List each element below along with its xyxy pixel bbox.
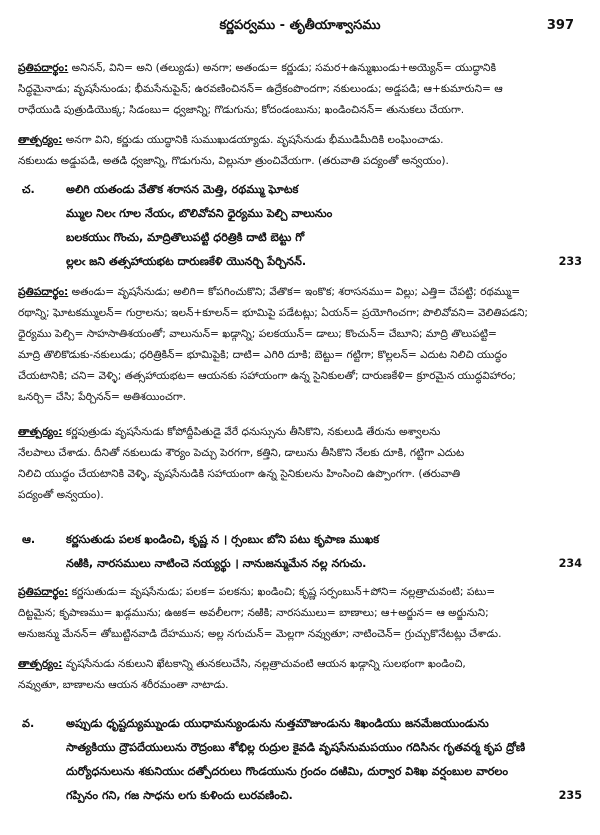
verse-block: [18, 528, 584, 576]
verse-number: 235: [558, 789, 582, 802]
section-label: ప్రతిపదార్థం:: [18, 62, 69, 74]
text-line: పద్యంతో అన్వయం).: [18, 489, 104, 501]
text-line: కర్ణపుత్రుడు వృషసేనుడు కోపోద్దీపితుడై వేరే ధనుస్సును తీసికొని, నకులుడి తేరును అశ్వాలను: [62, 426, 441, 438]
page-number: 397: [546, 18, 574, 33]
text-line: మాద్రి తొలికొడుకు-నకులుడు; ధరిత్రికిన్= భూమిపైకి; దాటి= ఎగిరి దూకి; బెట్టు= గట్టిగా; కొల్లలన్= ఎదుట నిలిచి యుద్ధం: [18, 349, 508, 361]
pratipadartham-block: [18, 282, 584, 408]
text-line: వృషసేనుడు నకులుని ఖేటకాన్ని తునకలుచేసి, నల్లత్రాచువంటి ఆయన ఖడ్గాన్ని సులభంగా ఖండించి,: [62, 658, 466, 670]
text-line: సిద్ధమైనాడు; వృషసేనుండు; భీమసేనుపైన్; ఉరవణించినన్= ఉద్రేకంపొందగా; నకులుండు; అడ్డపడి; ఆ+కుమారుని= ఆ: [18, 83, 503, 95]
tatparyam-block: [18, 654, 584, 696]
verse-number: 233: [558, 255, 582, 268]
text-line: దిట్టమైన; కృపాణము= ఖడ్గమును; ఉఱక= అవలీలగా; నఱికి; నారసములు= బాణాలు; ఆ+అర్జున= ఆ అర్జునుని;: [18, 607, 489, 619]
section-label: తాత్పర్యం:: [18, 426, 63, 438]
tatparyam-block: [18, 130, 584, 172]
text-line: అనగా విని, కర్ణుడు యుద్ధానికి సుముఖుడయ్యాడు. వృషసేనుడు భీముడిమీదికి లంఘించాడు.: [62, 134, 444, 146]
pratipadartham-block: [18, 582, 584, 645]
text-line: చేయటానికి; చని= వెళ్ళి; తత్సహాయభట= ఆయనకు సహాయంగా ఉన్న సైనికులతో; దారుణకేళి= క్రూరమైన యుద్ధవిహారం;: [18, 370, 516, 382]
section-label: తాత్పర్యం:: [18, 658, 63, 670]
verse-line: దుర్యోధనులును శకునియుఁ దత్పోదరులు గొండయును గ్రందం దఱిమి, దుర్వార విశిఖ వర్షంబుల వారలం: [66, 765, 509, 778]
text-line: నవ్వుతూ, బాణాలను ఆయన శరీరమంతా నాటాడు.: [18, 679, 229, 691]
text-line: ధైర్యము పెల్చి= సాహసాతిశయంతో; వాలునున్= ఖడ్గాన్ని; పలకయున్= డాలు; కొంచున్= చేబూని; మాద్రి తొలుపట్టి=: [18, 328, 497, 340]
pratipadartham-block: [18, 58, 584, 121]
text-line: రథాన్ని; ఘోటకమ్ములన్= గుర్రాలను; ఇలన్+కూలన్= భూమిపై పడేటట్లు; ఏయన్= ప్రయోగించగా; పొలివోవని= వెలితిపడని;: [18, 307, 528, 319]
text-line: అనుజన్ము మేనన్= తోబుట్టినవాడి దేహమున; అల్ల నగుచున్= మెల్లగా నవ్వుతూ; నాటించెన్= గ్రుచ్చుకొనేటట్లు చేశాడు.: [18, 628, 502, 640]
verse-line: కర్ణసుతుడు పలక ఖండించి, కృష్ణ న । ర్సంబుఁ బోని పటు కృపాణ ముఖక: [66, 533, 380, 546]
verse-line: బలకయుఁ గొంచు, మాద్రితొలుపట్టి ధరిత్రికి దాటి బెట్టు గో: [66, 231, 305, 244]
verse-line: సాత్యకియు ద్రౌపదేయులును రౌద్రంబు శోభిల్ల రుద్రుల కైవడి వృషసేనుమపయుం గదిసినఁ గృతవర్మ కృప ద్రోణి: [66, 741, 526, 754]
section-label: తాత్పర్యం:: [18, 134, 63, 146]
verse-block: [18, 178, 584, 274]
verse-line: అలిగి యతండు వేతొక శరాసన మెత్తి, రథమ్ము ఘోటక: [66, 183, 299, 196]
text-line: అతండు= వృషసేనుడు; అలిగి= కోపగించుకొని; వేతొక= ఇంకొక; శరాసనము= విల్లు; ఎత్తి= చేపట్టి; రథమ్ము=: [68, 286, 521, 298]
tatparyam-block: [18, 422, 584, 506]
text-line: నేలపాలు చేశాడు. దీనితో నకులుడు శౌర్యం పెచ్చు పెరగగా, కత్తిని, డాలును తీసికొని నేలకు దూకి, గట్టిగా ఎదుట: [18, 447, 465, 459]
section-label: ప్రతిపదార్థం:: [18, 586, 69, 598]
running-header: [0, 18, 600, 40]
verse-line: మ్ముల నిలఁ గూల నేయఁ, బొలివోవని ధైర్యము పెల్చి వాలునుం: [66, 207, 333, 220]
text-line: నకులుడు అడ్డుపడి, అతడి ధ్వజాన్ని, గొడుగును, విల్లునూ త్రుంచివేయగా. (తరువాతి పద్యంతో అన్వయం).: [18, 155, 449, 167]
verse-line: ల్లలఁ జని తత్సహాయభట దారుణకేళి యొనర్చి పేర్చినన్.: [66, 255, 307, 268]
text-line: అనినన్, విని= అని (తల్యుడు) అనగా; అతండు= కర్ణుడు; సమర+ఉన్ముఖుండు+అయ్యెన్= యుద్ధానికి: [68, 62, 497, 74]
verse-marker: వ.: [22, 717, 35, 730]
text-line: నిలిచి యుద్ధం చేయటానికి వెళ్ళి, వృషసేనుడికి సహాయంగా ఉన్న సైనికులను హింసించి ఉప్పొంగగా. (తరువాతి: [18, 468, 461, 480]
text-line: రాధేయుడి పుత్రుడియొక్క; సిడంబు= ధ్వజాన్ని; గొడుగును; కోదండంబును; ఖండించినన్= తునుకలు చేయగా.: [18, 104, 465, 116]
section-label: ప్రతిపదార్థం:: [18, 286, 69, 298]
text-line: ఒనర్చి= చేసి; పేర్చినన్= అతిశయించగా.: [18, 391, 186, 403]
verse-line: అప్పుడు ధృష్టద్యుమ్నుండు యుధామన్యుండును నుత్తమౌజుండును శిఖండియు జనమేజయుండును: [66, 717, 489, 730]
text-line: కర్ణసుతుడు= వృషసేనుడు; పలక= పలకను; ఖండించి; కృష్ణ సర్పంబున్+పోని= నల్లత్రాచువంటి; పటు=: [68, 586, 496, 598]
verse-marker: చ.: [22, 183, 35, 196]
verse-block: [18, 712, 584, 808]
verse-number: 234: [558, 557, 582, 570]
verse-marker: ఆ.: [22, 533, 36, 546]
verse-line: నఱికి, నారసములు నాటించె నయ్యర్థు । నానుజన్ముమేన నల్ల నగుచు.: [66, 557, 367, 570]
header-title: కర్ణపర్వము - తృతీయాశ్వాసము: [219, 18, 381, 33]
verse-line: గప్పినం గని, గజ సాధను లగు కుళిందు లురవణించి.: [66, 789, 293, 802]
